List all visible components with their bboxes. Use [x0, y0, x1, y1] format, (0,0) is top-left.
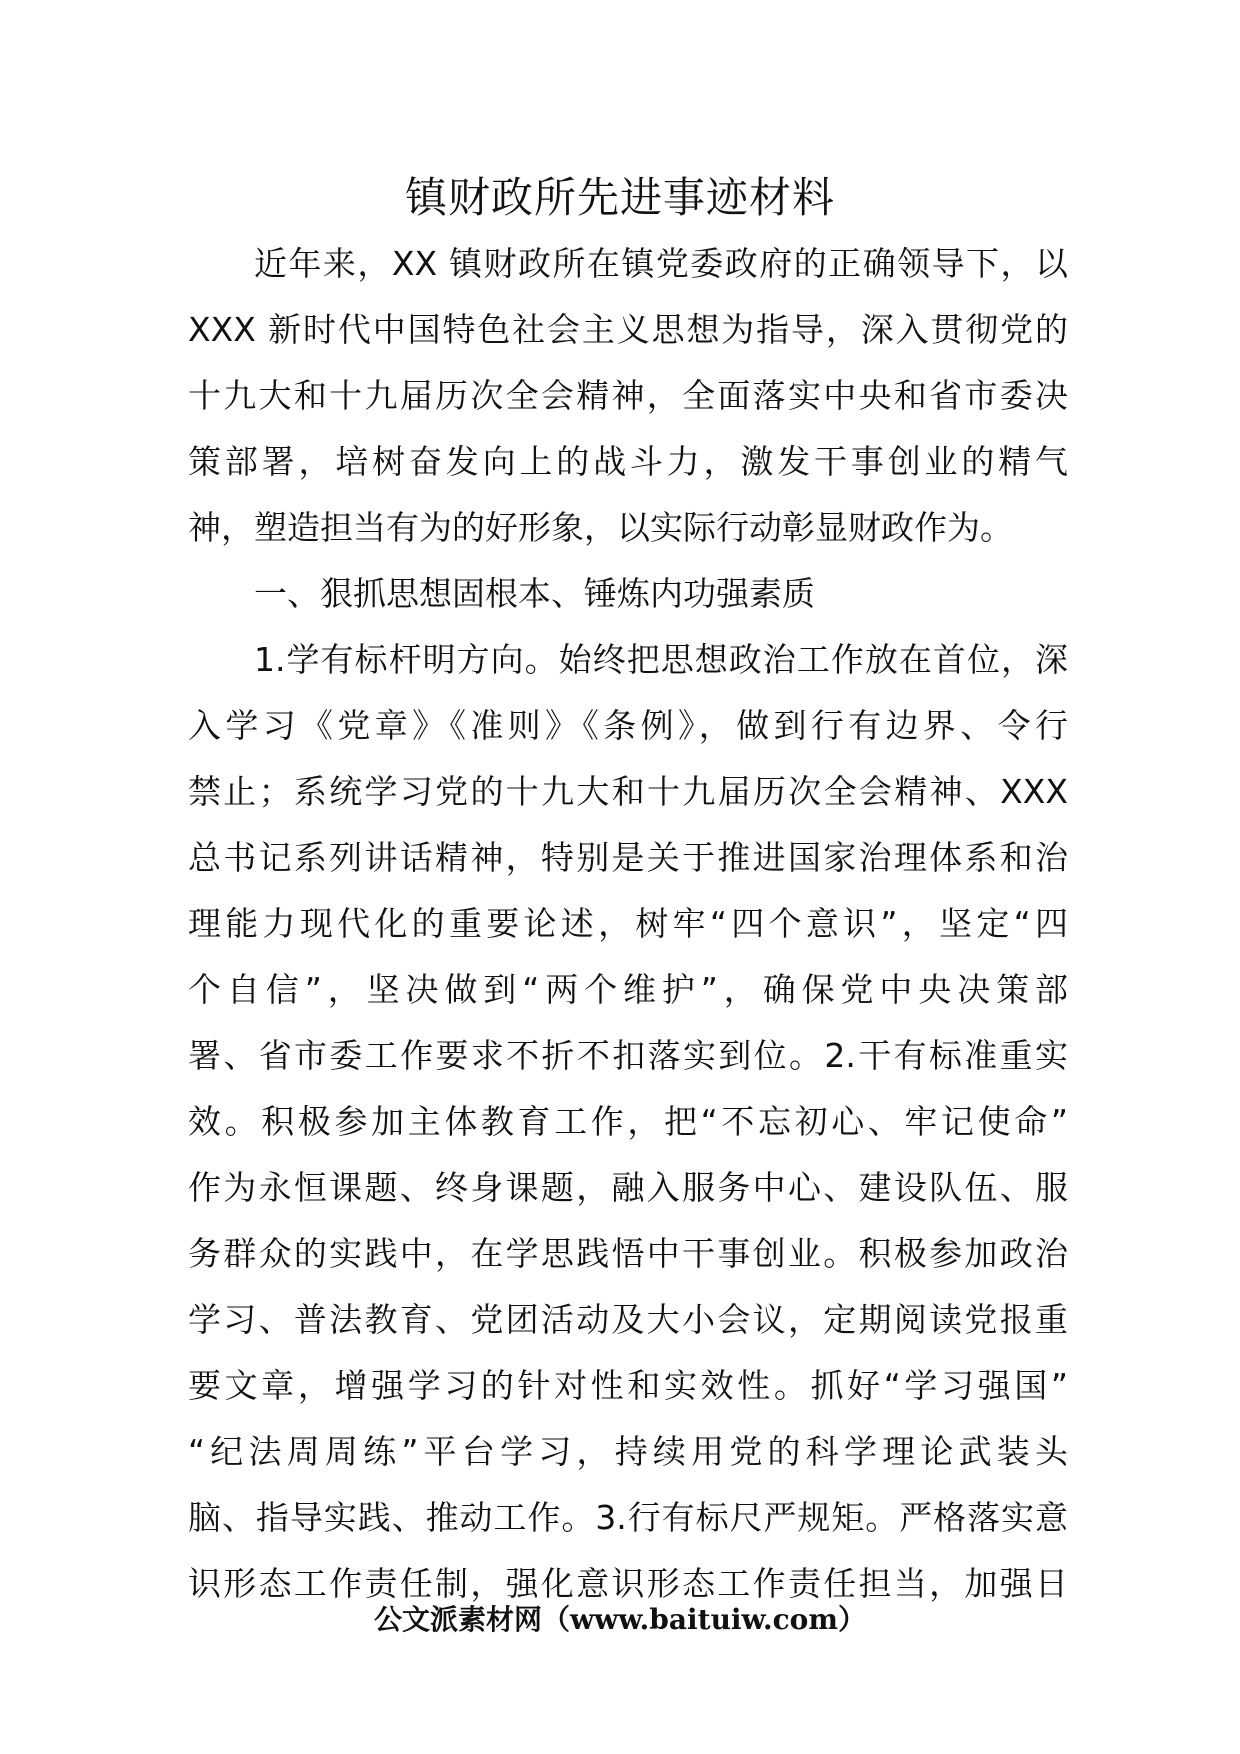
- paragraph-line: 神，塑造担当有为的好形象，以实际行动彰显财政作为。: [188, 508, 1013, 547]
- paragraph-line: 1.学有标杆明方向。始终把思想政治工作放在首位，深: [254, 640, 1068, 679]
- paragraph-line: 效。积极参加主体教育工作，把“不忘初心、牢记使命”: [188, 1102, 1068, 1141]
- paragraph-line: 近年来，XX 镇财政所在镇党委政府的正确领导下，以: [254, 244, 1068, 283]
- document-body: [188, 231, 1068, 1617]
- paragraph-line: XXX 新时代中国特色社会主义思想为指导，深入贯彻党的: [188, 310, 1068, 349]
- paragraph-line: 作为永恒课题、终身课题，融入服务中心、建设队伍、服: [188, 1168, 1068, 1207]
- footer-watermark: 公文派素材网（www.baituiw.com）: [374, 1603, 866, 1636]
- paragraph-line: 个自信”，坚决做到“两个维护”，确保党中央决策部: [188, 970, 1068, 1009]
- paragraph-line: 理能力现代化的重要论述，树牢“四个意识”，坚定“四: [188, 904, 1068, 943]
- paragraph-line: 务群众的实践中，在学思践悟中干事创业。积极参加政治: [188, 1234, 1068, 1273]
- page-title: 镇财政所先进事迹材料: [404, 173, 835, 222]
- paragraph-line: 十九大和十九届历次全会精神，全面落实中央和省市委决: [188, 376, 1068, 415]
- paragraph-line: 禁止；系统学习党的十九大和十九届历次全会精神、XXX: [188, 772, 1068, 811]
- paragraph-line: 识形态工作责任制，强化意识形态工作责任担当，加强日: [188, 1564, 1068, 1603]
- paragraph-line: 总书记系列讲话精神，特别是关于推进国家治理体系和治: [188, 838, 1068, 877]
- section-heading: 一、狠抓思想固根本、锤炼内功强素质: [254, 574, 815, 613]
- paragraph-line: 策部署，培树奋发向上的战斗力，激发干事创业的精气: [188, 442, 1068, 481]
- paragraph-line: 入学习《党章》《准则》《条例》，做到行有边界、令行: [188, 706, 1068, 745]
- paragraph-line: 要文章，增强学习的针对性和实效性。抓好“学习强国”: [188, 1366, 1068, 1405]
- paragraph-line: 脑、指导实践、推动工作。3.行有标尺严规矩。严格落实意: [188, 1498, 1068, 1537]
- paragraph-line: 署、省市委工作要求不折不扣落实到位。2.干有标准重实: [188, 1036, 1068, 1075]
- paragraph-line: 学习、普法教育、党团活动及大小会议，定期阅读党报重: [188, 1300, 1068, 1339]
- paragraph-line: “纪法周周练”平台学习，持续用党的科学理论武装头: [188, 1432, 1068, 1471]
